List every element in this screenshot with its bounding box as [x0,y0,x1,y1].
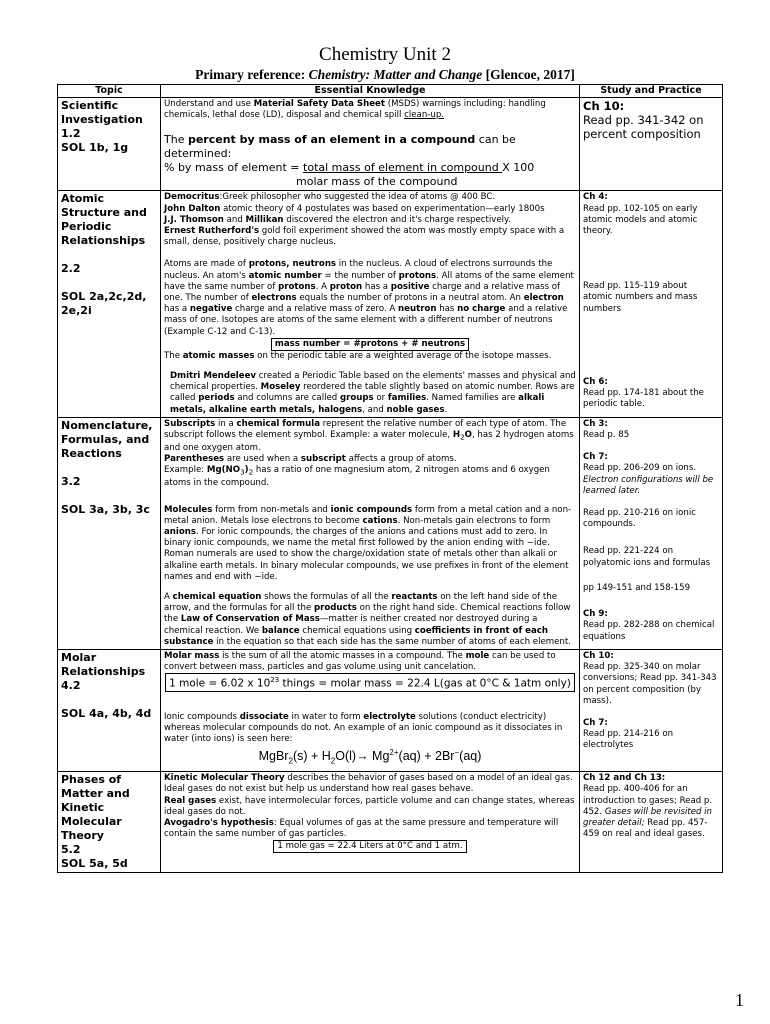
page-title: Chemistry Unit 2 [319,44,451,65]
study-cell [580,649,723,771]
reading-ref: Read pp. 115-119 about atomic numbers and mass numbers [583,281,698,314]
header-knowledge: Essential Knowledge [161,85,580,98]
topic-cell [58,98,161,191]
reading-ref: Read pp. 210-216 on ionic compounds. [583,508,696,530]
study-cell [580,772,723,873]
percent-mass-denominator: molar mass of the compound [296,175,458,189]
reading-ref: Read pp. 206-209 on ions. [583,463,697,474]
reading-ref: Read p. 85 [583,430,630,441]
chemical-equation-text: A chemical equation shows the formulas of all the reactants on the left hand side of the arrow, and the formulas for all the products on the right hand side. Chemical reactions follow the Law of Conservation of Mass—matter is neither created nor destroyed during a chemical reaction. We balance chemical equations using coefficients in front of each substance in the equation so that each side has the same number of atoms of each element. [164,591,571,647]
header-study: Study and Practice [580,85,723,98]
reading-ref: Read pp. 214-216 on electrolytes [583,729,674,751]
study-cell [580,98,723,191]
dissociation-text: Ionic compounds dissociate in water to form electrolyte solutions (conduct electricity) whereas molecular compounds do not. An example of an ionic compound as it dissociates in water (into ions) is seen here: [164,711,563,745]
percent-mass-text: The percent by mass of an element in a compound can be determined: [164,133,516,161]
chapter-ref: Ch 10: [583,650,614,661]
dalton-text: John Dalton atomic theory of 4 postulates was based on experimentation—early 1800s [164,203,545,214]
topic-line: Investigation [61,113,143,126]
percent-mass-formula: % by mass of element = total mass of element in compound X 100 [164,161,535,175]
chapter-ref: Ch 6: [583,376,608,387]
topic-cell: Phases of Matter and Kinetic Molecular Theory 5.2 SOL 5a, 5d [58,772,161,873]
reading-ref: Read pp. 221-224 on polyatomic ions and formulas [583,546,711,568]
reading-ref: pp 149-151 and 158-159 [583,582,691,593]
real-gases-text: Real gases exist, have intermolecular forces, particle volume and can change states, whereas ideal gases do not. [164,795,575,817]
knowledge-cell [161,772,580,873]
molar-volume-equation: 1 mole gas = 22.4 Liters at 0°C and 1 atm. [164,840,576,853]
reading-ref: Read pp. 400-406 for an introduction to gases; Read p. 452. Gases will be revisited in greater detail; Read pp. 457-459 on real and ideal gases. [583,784,713,840]
reading-ref: Read pp. 325-340 on molar conversions; Read pp. 341-343 on percent composition (by mass). [583,662,717,706]
knowledge-cell [161,649,580,771]
reading-ref: Read pp. 341-342 on percent composition [583,113,704,141]
topic-cell: Atomic Structure and Periodic Relationships 2.2 SOL 2a,2c,2d, 2e,2i [58,191,161,417]
chapter-ref: Ch 7: [583,452,608,463]
table-row [58,649,723,771]
chapter-ref: Ch 12 and Ch 13: [583,773,666,784]
table-row [58,98,723,191]
table-row [58,191,723,417]
kmt-text: Kinetic Molecular Theory describes the behavior of gases based on a model of an ideal gas. Ideal gases do not exist but help us understand how real gases behave. [164,773,573,795]
dissociation-equation: MgBr$_2$(s) + $H_2O(l)\to Mg^{2+}(aq) + 2Br^-(aq)$ [258,748,482,767]
reading-ref: Read pp. 102-105 on early atomic models and atomic theory. [583,203,698,237]
knowledge-cell [161,417,580,649]
mass-number-equation: mass number = #protons + # neutrons [164,338,576,351]
reference-book: Chemistry: Matter and Change [308,67,483,82]
table-row [58,772,723,873]
topic-line: Scientific [61,99,119,112]
chapter-ref: Ch 7: [583,717,608,728]
topic-cell: Molar Relationships 4.2 SOL 4a, 4b, 4d [58,649,161,771]
study-cell [580,191,723,417]
table-row [58,417,723,649]
topic-line: 1.2 [61,127,81,140]
atom-structure-text: Atoms are made of protons, neutrons in the nucleus. A cloud of electrons surrounds the nucleus. An atom's atomic number = the number of protons. All atoms of the same element have the same number of protons. A proton has a positive charge and a relative mass of one. The number of electrons equals the number of protons in a neutral atom. An electron has a negative charge and a relative mass of zero. A neutron has no charge and a relative mass of one. Isotopes are atoms of the same element with a different number of neutrons (Example C-12 and C-13). [164,259,574,337]
msds-text: Understand and use Material Safety Data Sheet (MSDS) warnings including: handling chemicals, lethal dose (LD), disposal and chemical spill clean-up. [164,99,546,121]
primary-reference [0,67,770,83]
chapter-ref: Ch 4: [583,192,608,203]
mendeleev-text: Dmitri Mendeleev created a Periodic Table based on the elements' masses and physical and chemical properties. Moseley reordered the table slightly based on atomic number. Rows are called periods and columns are called groups or families. Named families are alkali metals, alkaline earth metals, halogens, and noble gases. [170,371,576,415]
study-cell [580,417,723,649]
avogadro-text: Avogadro's hypothesis: Equal volumes of gas at the same pressure and temperature will contain the same number of gas particles. [164,817,559,840]
header-topic: Topic [58,85,161,98]
chapter-ref: Ch 9: [583,609,608,620]
rutherford-text: Ernest Rutherford's gold foil experiment showed the atom was mostly empty space with a small, dense, positively charge nucleus. [164,226,565,248]
parentheses-example: Example: $Mg(NO_3)_2$ has a ratio of one magnesium atom, 2 nitrogen atoms and 6 oxygen atoms in the compound. [164,465,550,489]
molar-mass-text: Molar mass is the sum of all the atomic masses in a compound. The mole can be used to convert between mass, particles and gas volume using unit cancelation. [164,650,556,673]
molecules-text: Molecules form from non-metals and ionic compounds form from a metal cation and a non-metal anion. Metals lose electrons to become cations. Non-metals gain electrons to form anions. For ionic compounds, the charges of the anions and cations must add to zero. In binary ionic compounds, we name the metal first followed by the anion ending with −ide. Roman numerals are used to show the charge/oxidation state of metals other than alkali or alkaline earth metals. In binary molecular compounds, we use prefixes in front of the element names and end with −ide. [164,504,572,582]
reference-edition: [Glencoe, 2017] [485,67,575,82]
parentheses-text: Parentheses are used when a subscript affects a group of atoms. [164,454,457,465]
thomson-text: J.J. Thomson and Millikan discovered the electron and it's charge respectively. [164,214,511,225]
reference-lead: Primary reference: [195,67,306,82]
topic-line: SOL 1b, 1g [61,141,129,154]
chapter-ref: Ch 3: [583,418,608,429]
chapter-ref: Ch 10: [583,99,625,113]
atomic-mass-text: The atomic masses on the periodic table are a weighted average of the isotope masses. [164,350,552,361]
reading-note: Electron configurations will be learned later. [583,474,714,496]
knowledge-cell [161,191,580,417]
header-row [58,85,723,98]
democritus-text: Democritus:Greek philosopher who suggested the idea of atoms @ 400 BC. [164,192,496,203]
reading-ref: Read pp. 282-288 on chemical equations [583,620,715,642]
reading-ref: Read pp. 174-181 about the periodic table. [583,388,704,410]
mole-equation: 1 mole = 6.02 x $10^{23}$ things = molar mass = 22.4 L(gas at 0°C & 1atm only) [164,673,576,692]
topic-cell: Nomenclature, Formulas, and Reactions 3.2 SOL 3a, 3b, 3c [58,417,161,649]
page-number: 1 [735,990,744,1010]
subscript-text: Subscripts in a chemical formula represent the relative number of each type of atom. The subscript follows the element symbol. Example: a water molecule, $H_2O$, has 2 hydrogen atoms and one oxygen atom. [164,418,574,453]
curriculum-table [57,84,723,873]
knowledge-cell [161,98,580,191]
